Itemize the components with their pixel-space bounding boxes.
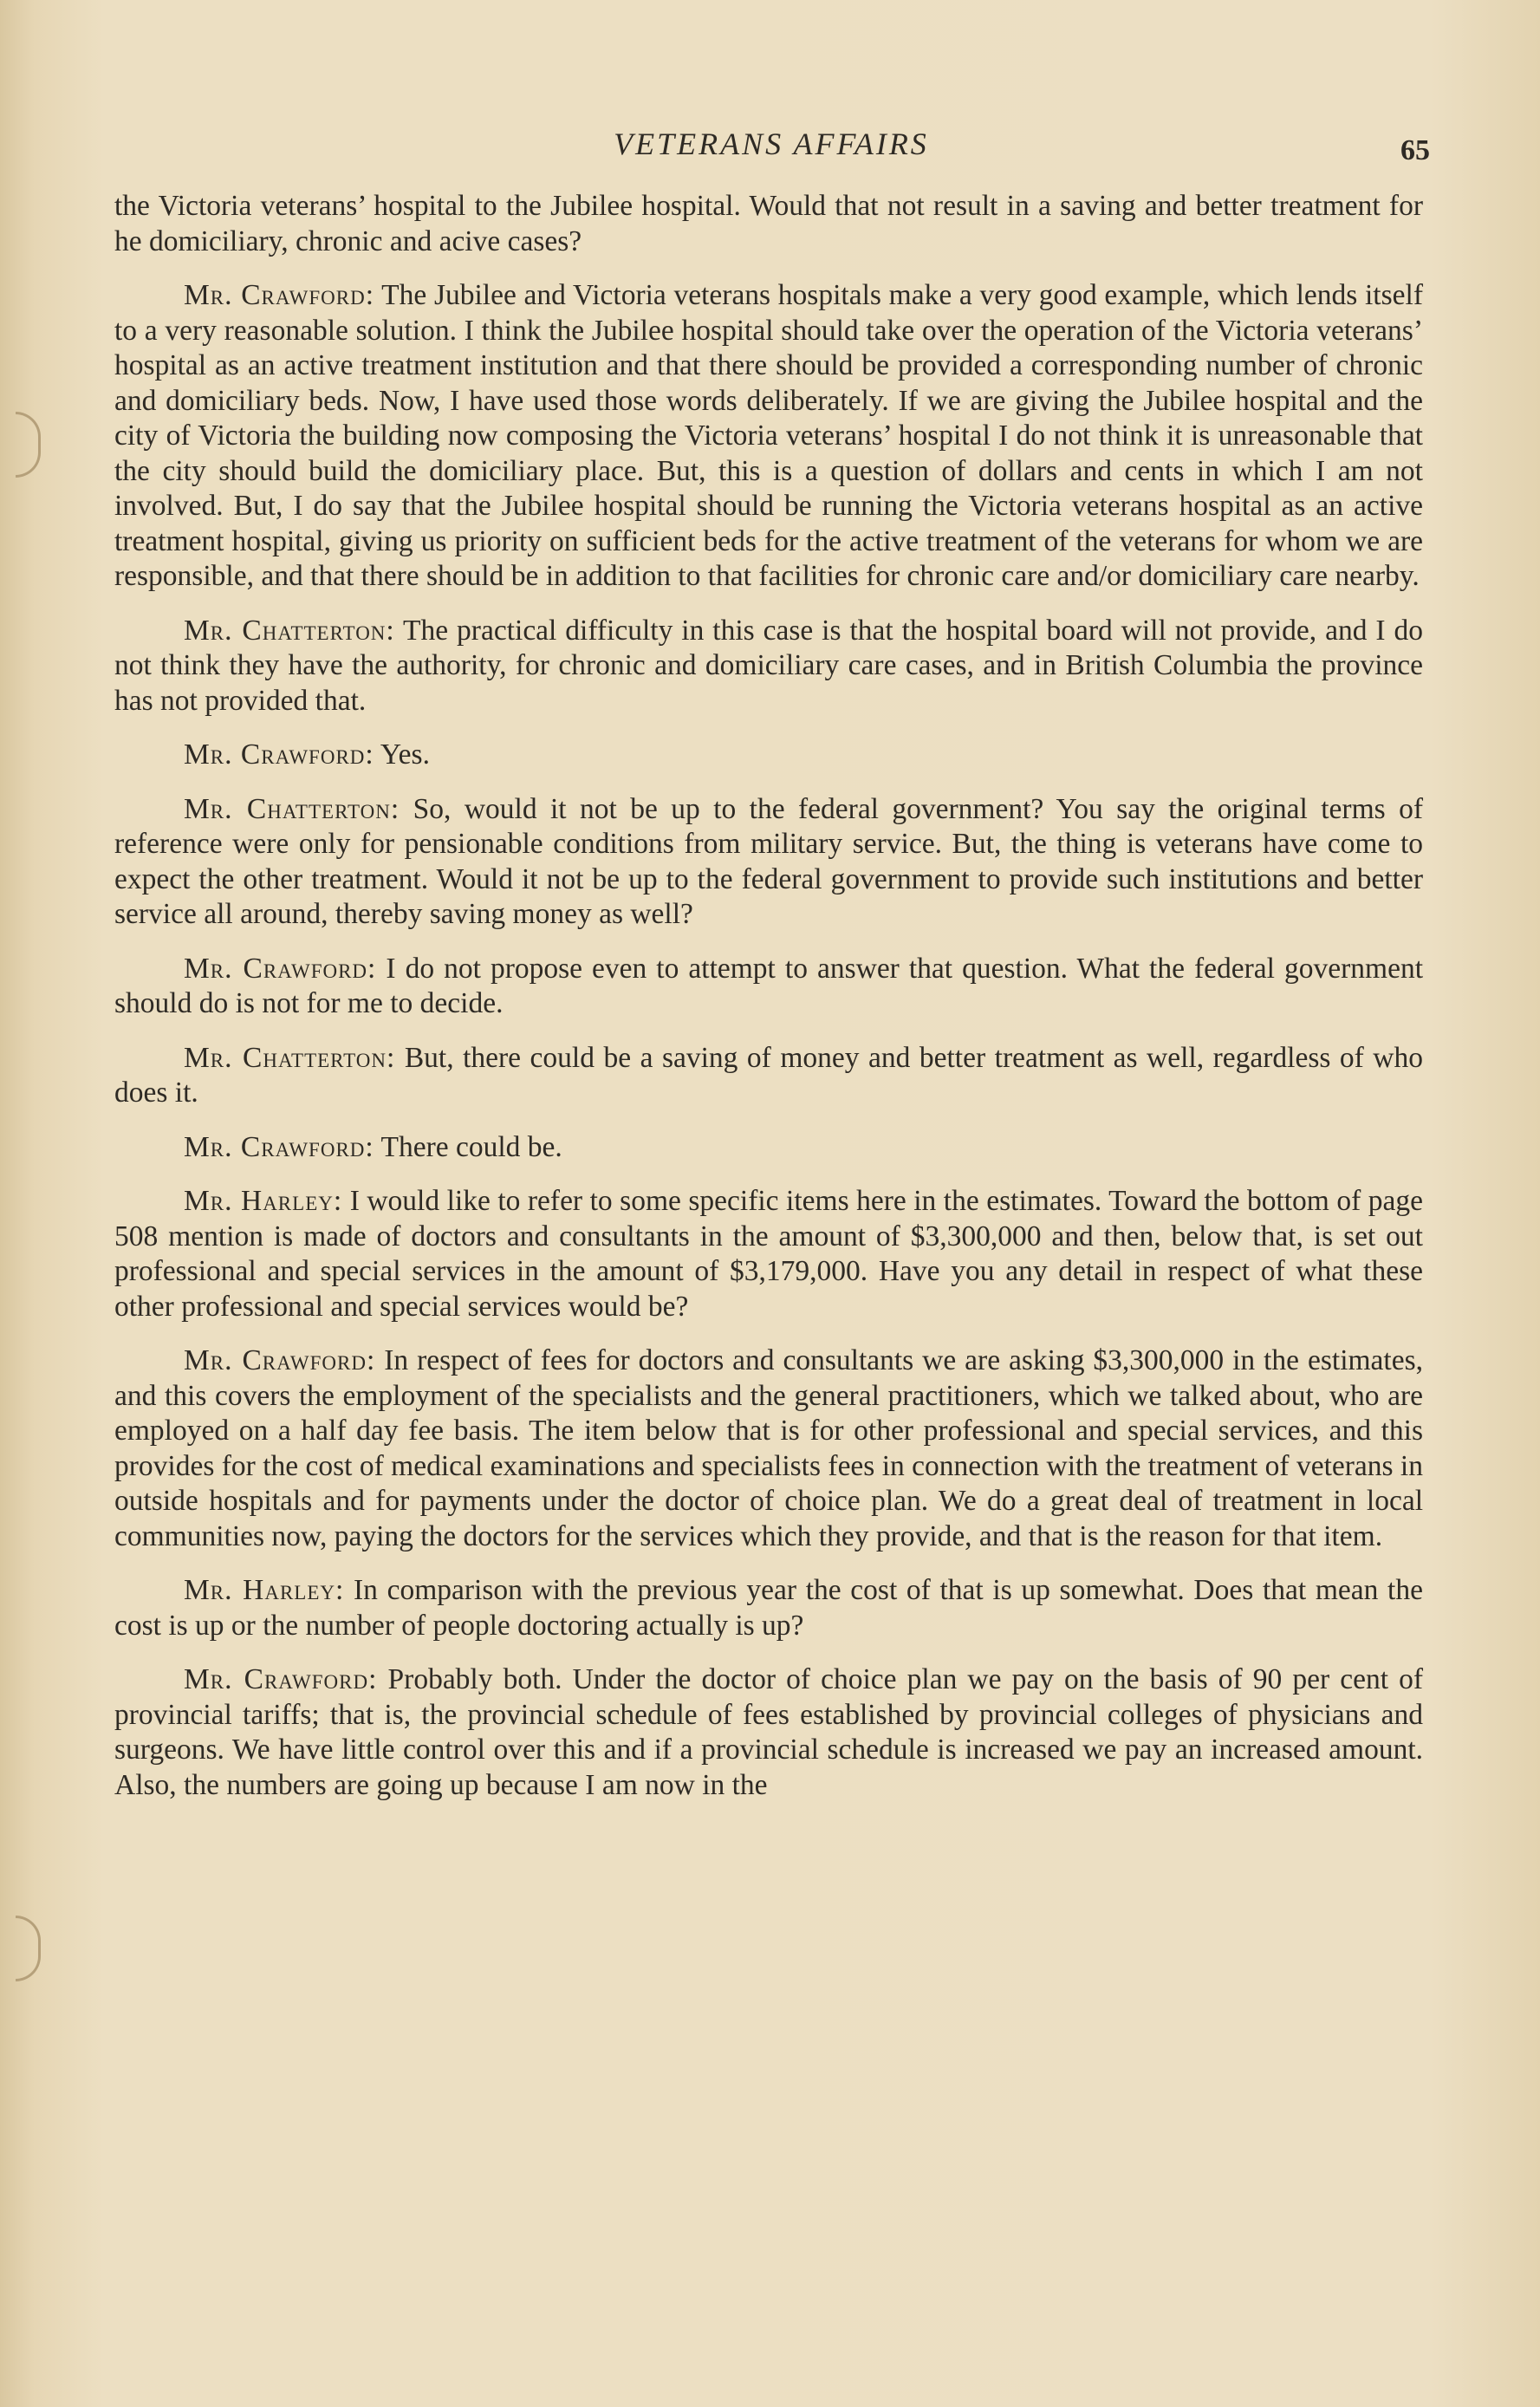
body-text xyxy=(114,189,1423,1822)
paragraph xyxy=(114,278,1423,595)
speaker-label: Mr. Chatterton: xyxy=(184,792,400,825)
page-header xyxy=(113,121,1430,173)
speaker-label: Mr. Crawford: xyxy=(184,1130,374,1163)
paragraph-text: In respect of fees for doctors and consultants we are asking $3,300,000 in the estimates, and this covers the employment of the specialists and the general practitioners, which we talked about, who are employed on a half day fee basis. The item below that is for other professional and special services, and this provides for the cost of medical examinations and specialists fees in connection with the treatment of veterans in outside hospitals and for payments under the doctor of choice plan. We do a great deal of treatment in local communities now, paying the doctors for the services which they provide, and that is the reason for that item. xyxy=(114,1344,1424,1552)
speaker-label: Mr. Harley: xyxy=(184,1185,343,1217)
speaker-label: Mr. Chatterton: xyxy=(184,1041,396,1074)
paragraph xyxy=(114,189,1423,259)
paragraph xyxy=(114,1130,1423,1166)
paragraph xyxy=(114,614,1423,719)
paragraph-text: the Victoria veterans’ hospital to the Jubilee hospital. Would that not result in a saving and better treatment for he domiciliary, chronic and acive cases? xyxy=(114,190,1423,257)
binding-hole-mark xyxy=(16,412,41,478)
paragraph xyxy=(114,738,1423,773)
running-title: VETERANS AFFAIRS xyxy=(614,127,929,161)
paragraph-text: The Jubilee and Victoria veterans hospitals make a very good example, which lends itself to a very reasonable solution. I think the Jubilee hospital should take over the operation of the Victoria veterans’ hospital as an active treatment institution and that there should be provided a corresponding number of chronic and domiciliary beds. Now, I have used those words deliberately. If we are giving the Jubilee hospital and the city of Victoria the building now composing the Victoria veterans’ hospital I do not think it is unreasonable that the city should build the domiciliary place. But, this is a question of dollars and cents in which I am not involved. But, I do say that the Jubilee hospital should be running the Victoria veterans hospital as an active treatment hospital, giving us priority on sufficient beds for the active treatment of the veterans for whom we are responsible, and that there should be in addition to that facilities for chronic care and/or domiciliary care nearby. xyxy=(114,279,1423,592)
speaker-label: Mr. Harley: xyxy=(184,1574,345,1606)
paragraph-text: So, would it not be up to the federal government? You say the original terms of reference were only for pensionable conditions from military service. But, the thing is veterans have come to expect the other treatment. Would it not be up to the federal government to provide such institutions and better service all around, thereby saving money as well? xyxy=(114,792,1424,930)
paragraph-text: Probably both. Under the doctor of choice plan we pay on the basis of 90 per cent of provincial tariffs; that is, the provincial schedule of fees established by provincial colleges of physicians and surgeons. We have little control over this and if a provincial schedule is increased we pay an increased amount. Also, the numbers are going up because I am now in the xyxy=(114,1663,1424,1801)
paragraph-text: But, there could be a saving of money and better treatment as well, regardless of who does it. xyxy=(114,1041,1424,1109)
paragraph-text: In comparison with the previous year the cost of that is up somewhat. Does that mean the cost is up or the number of people doctoring actually is up? xyxy=(114,1574,1423,1642)
speaker-label: Mr. Chatterton: xyxy=(184,614,395,647)
paragraph xyxy=(114,1662,1423,1803)
speaker-label: Mr. Crawford: xyxy=(184,738,374,771)
paragraph-text: The practical difficulty in this case is that the hospital board will not provide, and I do not think they have the authority, for chronic and domiciliary care cases, and in British Columbia the province has not provided that. xyxy=(114,614,1423,717)
paragraph-text: I do not propose even to attempt to answer that question. What the federal government should do is not for me to decide. xyxy=(114,952,1423,1019)
paragraph xyxy=(114,1184,1423,1324)
paragraph-text: Yes. xyxy=(380,738,430,771)
binding-hole-mark xyxy=(16,1916,41,1981)
speaker-label: Mr. Crawford: xyxy=(184,1344,376,1376)
paragraph xyxy=(114,1573,1423,1643)
paragraph xyxy=(114,792,1423,933)
speaker-label: Mr. Crawford: xyxy=(184,279,375,311)
paragraph xyxy=(114,1343,1423,1554)
paragraph-text: There could be. xyxy=(380,1130,562,1163)
speaker-label: Mr. Crawford: xyxy=(184,952,377,985)
paragraph xyxy=(114,1041,1423,1111)
page-number: 65 xyxy=(1400,134,1430,166)
paragraph-text: I would like to refer to some specific items here in the estimates. Toward the bottom of page 508 mention is made of doctors and consultants in the amount of $3,300,000 and then, below that, is set out professional and special services in the amount of $3,179,000. Have you any detail in respect of what these other professional and special services would be? xyxy=(114,1185,1424,1323)
speaker-label: Mr. Crawford: xyxy=(184,1663,378,1695)
paragraph xyxy=(114,952,1423,1022)
